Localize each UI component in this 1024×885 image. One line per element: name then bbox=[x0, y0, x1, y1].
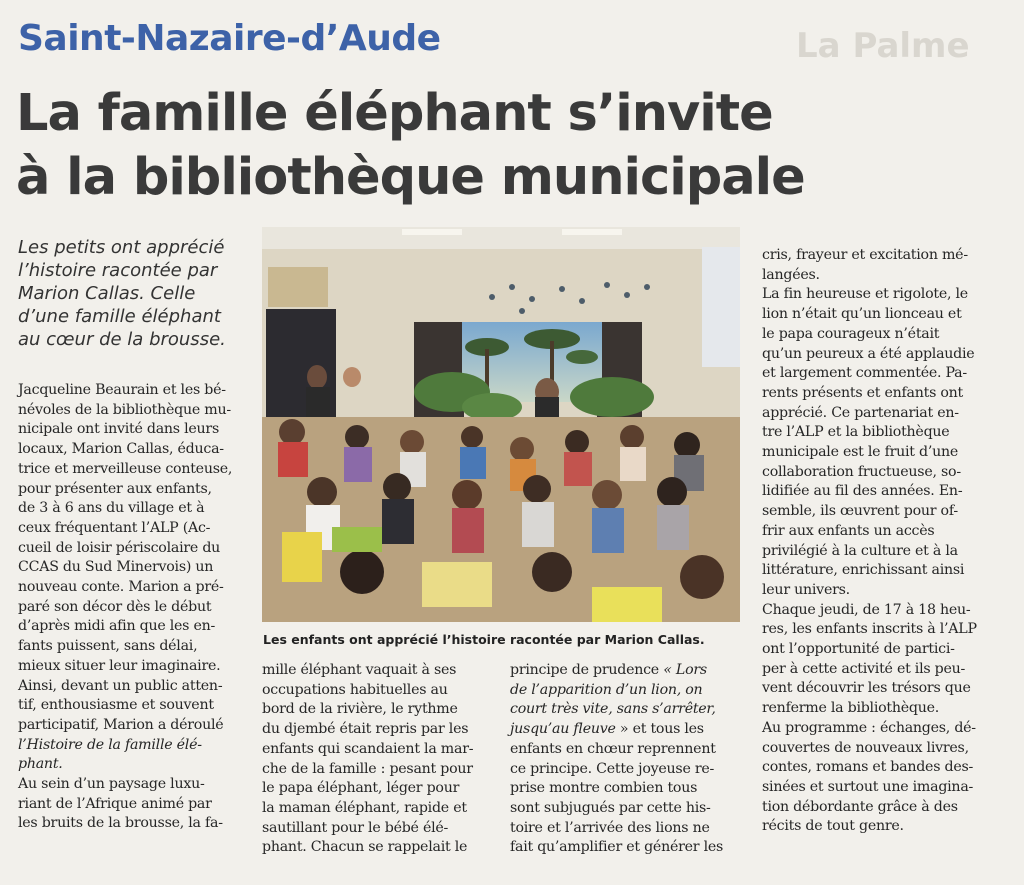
text-line: qu’un peureux a été applaudie bbox=[762, 345, 975, 362]
text-line: CCAS du Sud Minervois) un bbox=[18, 559, 214, 576]
text-line: couvertes de nouveaux livres, bbox=[762, 739, 969, 756]
text-line: récits de tout genre. bbox=[762, 818, 904, 835]
text-line: frir aux enfants un accès bbox=[762, 522, 935, 539]
text-line: bord de la rivière, le rythme bbox=[262, 701, 458, 718]
text-line: fait qu’amplifier et générer les bbox=[510, 839, 724, 856]
text-line: sautillant pour le bébé élé- bbox=[262, 819, 449, 836]
text-line: fants puissent, sans délai, bbox=[18, 638, 198, 655]
text-line: apprécié. Ce partenariat en- bbox=[762, 404, 959, 421]
text-line: per à cette activité et ils peu- bbox=[762, 660, 966, 677]
text-line: nouveau conte. Marion a pré- bbox=[18, 579, 224, 596]
headline bbox=[16, 82, 805, 210]
body-column-4 bbox=[762, 246, 996, 837]
text-line: Jacqueline Beaurain et les bé- bbox=[18, 382, 226, 398]
article-kicker: Saint-Nazaire-d’Aude bbox=[18, 18, 441, 59]
text-line: de l’apparition d’un lion, on bbox=[510, 681, 703, 698]
text-segment-italic: « Lors bbox=[663, 662, 707, 678]
text-line: sinées et surtout une imagina- bbox=[762, 778, 974, 795]
text-line: de 3 à 6 ans du village et à bbox=[18, 500, 205, 517]
text-line: occupations habituelles au bbox=[262, 681, 448, 698]
text-line: rents présents et enfants ont bbox=[762, 384, 963, 401]
text-line: cueil de loisir périscolaire du bbox=[18, 539, 221, 556]
text-line: tion débordante grâce à des bbox=[762, 798, 958, 815]
standfirst bbox=[18, 236, 250, 351]
text-line bbox=[510, 720, 738, 740]
text-line: riant de l’Afrique animé par bbox=[18, 795, 212, 812]
text-line: nicipale ont invité dans leurs bbox=[18, 421, 219, 438]
text-line: phant. Chacun se rappelait le bbox=[262, 839, 468, 856]
text-line: enfants en chœur reprennent bbox=[510, 740, 716, 757]
text-line: lion n’était qu’un lionceau et bbox=[762, 306, 962, 323]
text-line: leur univers. bbox=[762, 581, 850, 598]
text-line: sont subjugués par cette his- bbox=[510, 799, 711, 816]
text-line: les bruits de la brousse, la fa- bbox=[18, 815, 223, 832]
text-line: la maman éléphant, rapide et bbox=[262, 799, 467, 816]
text-segment: » et tous les bbox=[615, 721, 704, 738]
text-line: lidifiée au fil des années. En- bbox=[762, 483, 963, 500]
standfirst-line: au cœur de la brousse. bbox=[18, 329, 226, 350]
text-line: mieux situer leur imaginaire. bbox=[18, 657, 221, 674]
text-segment-italic: jusqu’au fleuve bbox=[510, 721, 616, 738]
headline-line-1: La famille éléphant s’invite bbox=[16, 84, 773, 143]
text-line: contes, romans et bandes des- bbox=[762, 759, 974, 776]
body-column-2 bbox=[262, 661, 490, 858]
text-line: locaux, Marion Callas, éduca- bbox=[18, 441, 224, 458]
headline-line-2: à la bibliothèque municipale bbox=[16, 148, 805, 207]
text-line: mille éléphant vaquait à ses bbox=[262, 662, 457, 678]
text-line: collaboration fructueuse, so- bbox=[762, 463, 961, 480]
text-line: res, les enfants inscrits à l’ALP bbox=[762, 621, 977, 638]
text-line: tif, enthousiasme et souvent bbox=[18, 697, 214, 714]
text-line: La fin heureuse et rigolote, le bbox=[762, 286, 968, 303]
text-line: semble, ils œuvrent pour of- bbox=[762, 503, 958, 520]
text-line: le papa éléphant, léger pour bbox=[262, 780, 460, 797]
text-line: Chaque jeudi, de 17 à 18 heu- bbox=[762, 601, 971, 618]
text-line: court très vite, sans s’arrêter, bbox=[510, 701, 716, 718]
text-line: Au programme : échanges, dé- bbox=[762, 719, 976, 736]
text-line: privilégié à la culture et à la bbox=[762, 542, 958, 559]
text-line: cris, frayeur et excitation mé- bbox=[762, 247, 968, 263]
standfirst-line: Les petits ont apprécié bbox=[18, 237, 225, 258]
standfirst-line: d’une famille éléphant bbox=[18, 306, 221, 327]
standfirst-line: Marion Callas. Celle bbox=[18, 283, 196, 304]
bleed-through-town: La Palme bbox=[796, 26, 970, 66]
text-line: paré son décor dès le début bbox=[18, 598, 212, 615]
text-line: municipale est le fruit d’une bbox=[762, 444, 958, 461]
text-line: trice et merveilleuse conteuse, bbox=[18, 460, 233, 477]
text-line: l’Histoire de la famille élé- bbox=[18, 736, 202, 753]
text-line: littérature, enrichissant ainsi bbox=[762, 562, 965, 579]
text-line: renferme la bibliothèque. bbox=[762, 700, 940, 717]
text-line: vent découvrir les trésors que bbox=[762, 680, 971, 697]
text-line: ce principe. Cette joyeuse re- bbox=[510, 760, 715, 777]
text-line: le papa courageux n’était bbox=[762, 325, 940, 342]
text-line: prise montre combien tous bbox=[510, 780, 698, 797]
text-line: névoles de la bibliothèque mu- bbox=[18, 401, 231, 418]
text-line: participatif, Marion a déroulé bbox=[18, 716, 224, 733]
text-line: tre l’ALP et la bibliothèque bbox=[762, 424, 950, 441]
text-line: ceux fréquentant l’ALP (Ac- bbox=[18, 519, 211, 536]
text-line: ont l’opportunité de partici- bbox=[762, 641, 955, 658]
text-line: Ainsi, devant un public atten- bbox=[18, 677, 223, 694]
standfirst-line: l’histoire racontée par bbox=[18, 260, 218, 281]
text-line bbox=[510, 661, 738, 681]
text-line: du djembé était repris par les bbox=[262, 721, 469, 738]
article-photo bbox=[262, 227, 740, 622]
text-line: d’après midi afin que les en- bbox=[18, 618, 216, 635]
text-line: Au sein d’un paysage luxu- bbox=[18, 776, 205, 793]
text-line: enfants qui scandaient la mar- bbox=[262, 740, 474, 757]
text-line: et largement commentée. Pa- bbox=[762, 365, 967, 382]
text-line: toire et l’arrivée des lions ne bbox=[510, 819, 710, 836]
text-line: che de la famille : pesant pour bbox=[262, 760, 473, 777]
body-column-3 bbox=[510, 661, 738, 858]
text-line: langées. bbox=[762, 266, 820, 283]
photo-illustration bbox=[262, 227, 740, 622]
body-column-1 bbox=[18, 381, 250, 834]
photo-caption: Les enfants ont apprécié l’histoire racontée par Marion Callas. bbox=[263, 632, 705, 647]
text-line: pour présenter aux enfants, bbox=[18, 480, 212, 497]
text-segment: principe de prudence bbox=[510, 662, 659, 678]
text-line: phant. bbox=[18, 756, 63, 773]
